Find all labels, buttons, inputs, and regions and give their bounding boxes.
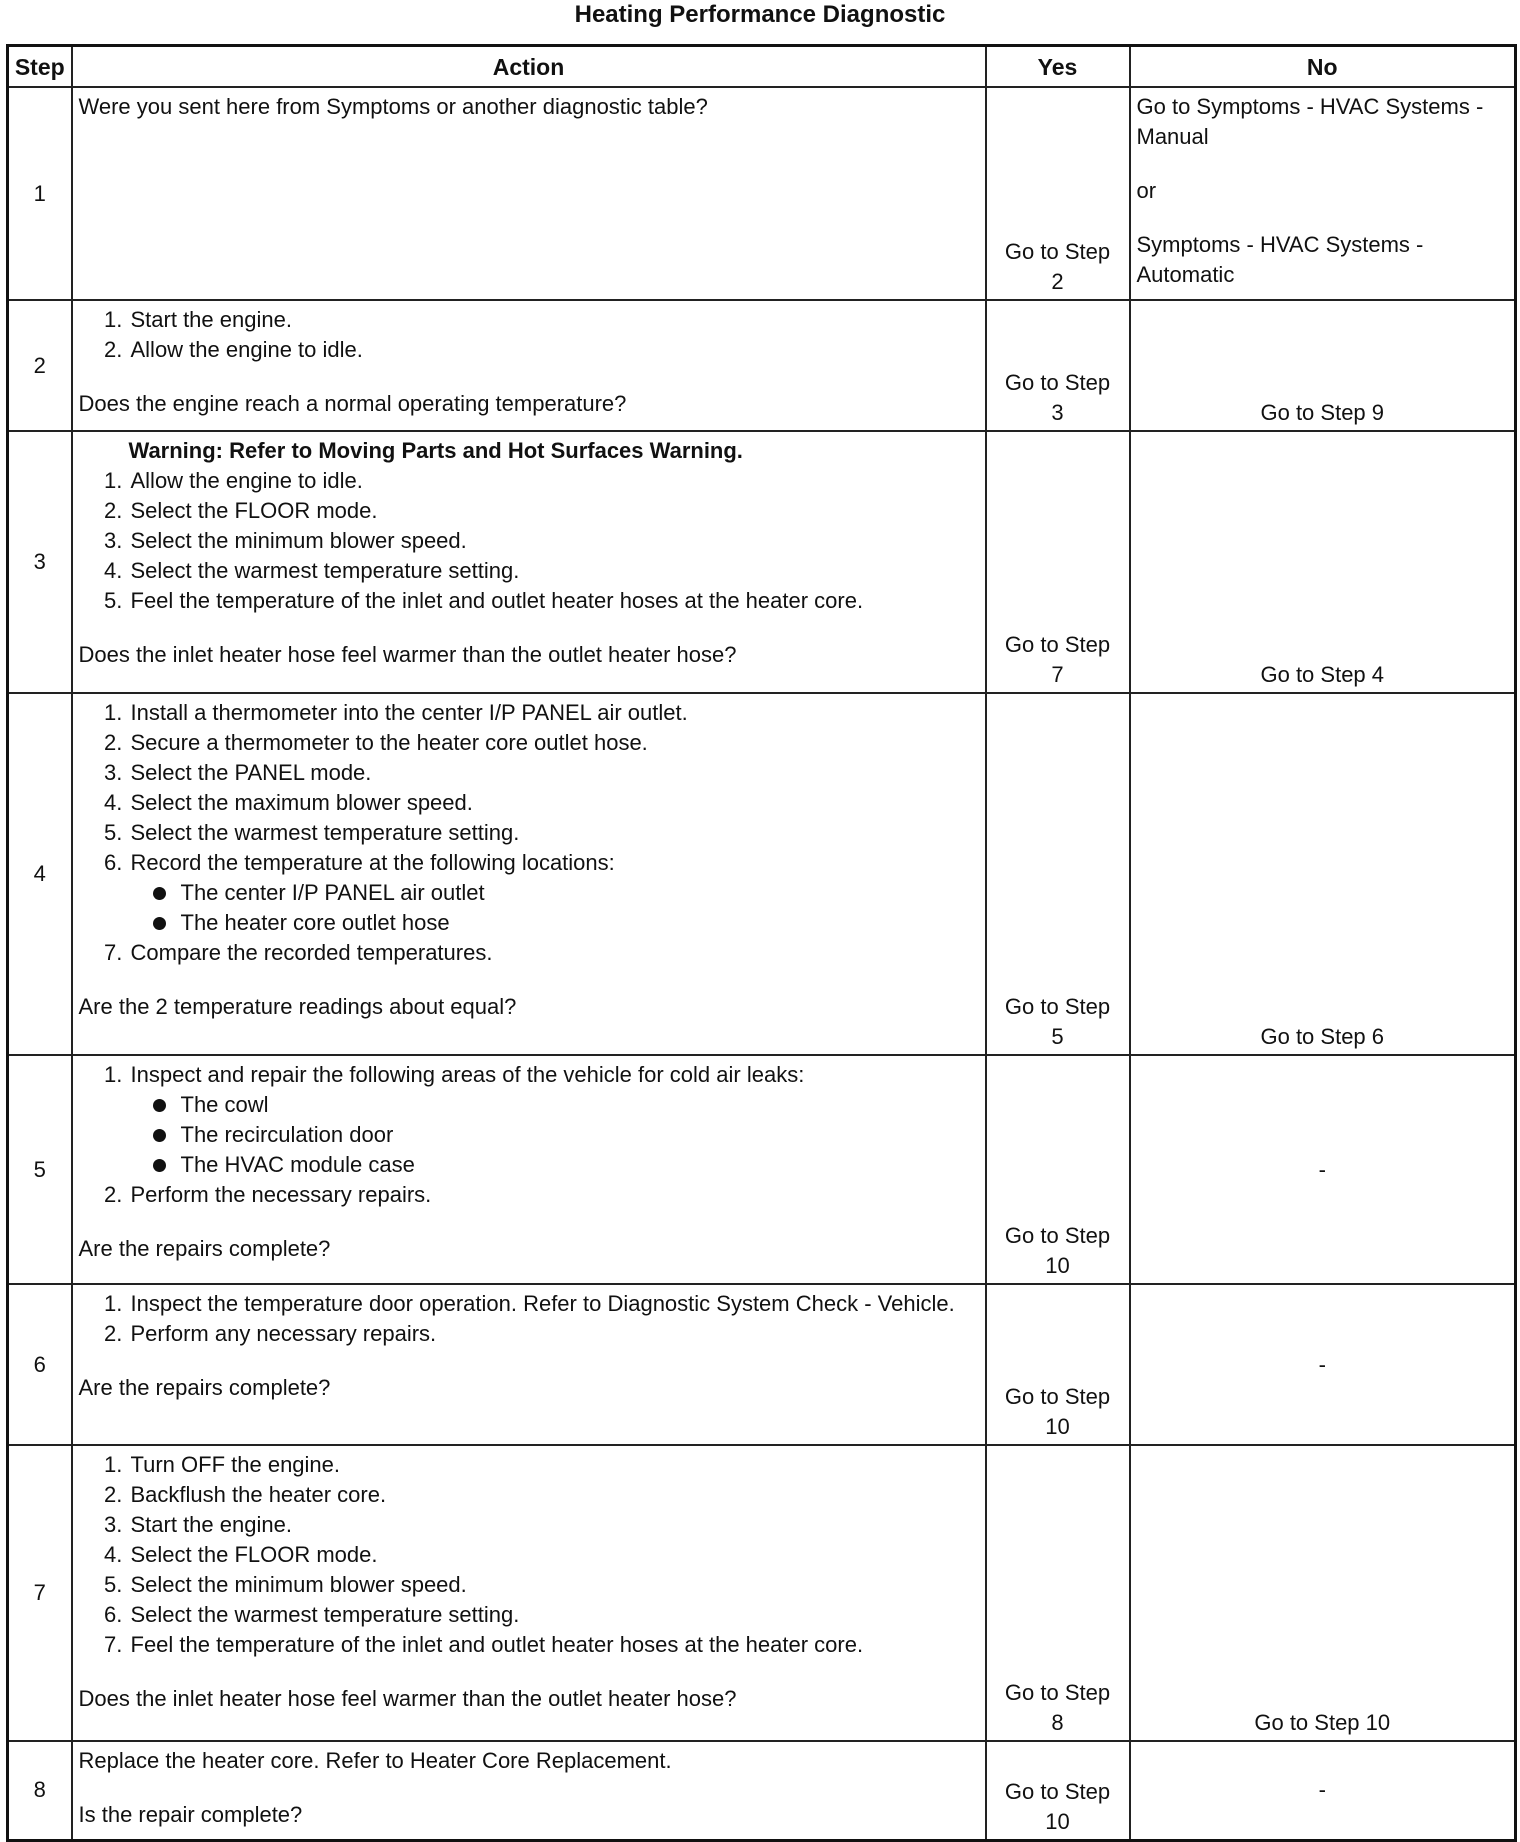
list-item: 1. Inspect the temperature door operation. Refer to Diagnostic System Check - Vehicle. — [129, 1289, 975, 1319]
bullet-list — [131, 1090, 975, 1180]
yes-cell — [986, 87, 1130, 300]
yes-result: Go to Step 7 — [1004, 632, 1111, 687]
list-item: 7. Feel the temperature of the inlet and outlet heater hoses at the heater core. — [129, 1630, 975, 1660]
action-cell — [72, 1055, 986, 1284]
no-result: Go to Step 6 — [1260, 1024, 1385, 1049]
list-item: 2. Perform the necessary repairs. — [129, 1180, 975, 1210]
list-item: 5. Feel the temperature of the inlet and outlet heater hoses at the heater core. — [129, 586, 975, 616]
no-cell — [1130, 1445, 1516, 1741]
yes-cell — [986, 300, 1130, 431]
no-result: - — [1318, 1156, 1326, 1182]
table-row — [8, 1445, 1516, 1741]
bullet-item: The recirculation door — [167, 1120, 975, 1150]
no-result-line: Symptoms - HVAC Systems - Automatic — [1136, 232, 1424, 287]
list-item: 1. Turn OFF the engine. — [129, 1450, 975, 1480]
list-item: 3. Select the PANEL mode. — [129, 758, 975, 788]
action-question: Are the repairs complete? — [78, 1236, 331, 1261]
list-item: 1. Install a thermometer into the center I/P PANEL air outlet. — [129, 698, 975, 728]
bullet-list — [131, 878, 975, 938]
yes-cell — [986, 1445, 1130, 1741]
yes-result: Go to Step 10 — [1004, 1223, 1111, 1278]
header-action: Action — [72, 46, 986, 88]
action-cell — [72, 300, 986, 431]
list-item: 1. Start the engine. — [129, 305, 975, 335]
step-number: 3 — [8, 431, 72, 693]
yes-cell — [986, 431, 1130, 693]
step-number: 4 — [8, 693, 72, 1055]
no-result: Go to Step 9 — [1260, 400, 1385, 425]
step-number: 8 — [8, 1741, 72, 1840]
diagnostic-table — [6, 44, 1517, 1842]
no-cell — [1130, 1055, 1516, 1284]
no-result-line: Go to Symptoms - HVAC Systems - Manual — [1136, 94, 1484, 149]
no-cell — [1130, 1741, 1516, 1840]
list-item: 2. Secure a thermometer to the heater core outlet hose. — [129, 728, 975, 758]
action-question: Are the 2 temperature readings about equal? — [78, 994, 517, 1019]
yes-cell — [986, 1741, 1130, 1840]
no-cell — [1130, 300, 1516, 431]
step-number: 7 — [8, 1445, 72, 1741]
no-result: - — [1318, 1777, 1326, 1803]
step-list — [79, 466, 975, 616]
action-question: Are the repairs complete? — [78, 1375, 331, 1400]
action-cell — [72, 87, 986, 300]
no-cell — [1130, 693, 1516, 1055]
table-row — [8, 693, 1516, 1055]
list-item-text: Inspect and repair the following areas of the vehicle for cold air leaks: — [130, 1062, 805, 1087]
list-item: 4. Select the FLOOR mode. — [129, 1540, 975, 1570]
step-number: 6 — [8, 1284, 72, 1445]
yes-result: Go to Step 8 — [1004, 1680, 1111, 1735]
action-question: Does the inlet heater hose feel warmer than the outlet heater hose? — [78, 1686, 737, 1711]
list-item: 7. Compare the recorded temperatures. — [129, 938, 975, 968]
list-item: 4. Select the warmest temperature setting. — [129, 556, 975, 586]
list-item: 1. Allow the engine to idle. — [129, 466, 975, 496]
yes-cell — [986, 1055, 1130, 1284]
list-item: 2. Select the FLOOR mode. — [129, 496, 975, 526]
table-row — [8, 300, 1516, 431]
bullet-item: The heater core outlet hose — [167, 908, 975, 938]
no-cell — [1130, 87, 1516, 300]
bullet-item: The cowl — [167, 1090, 975, 1120]
step-list — [79, 1289, 975, 1349]
action-cell — [72, 1445, 986, 1741]
action-question: Does the engine reach a normal operating temperature? — [78, 391, 627, 416]
table-row — [8, 1055, 1516, 1284]
no-result: Go to Step 4 — [1260, 662, 1385, 687]
list-item: 5. Select the minimum blower speed. — [129, 1570, 975, 1600]
warning-text: Warning: Refer to Moving Parts and Hot Surfaces Warning. — [128, 438, 743, 463]
action-cell — [72, 1284, 986, 1445]
header-step: Step — [8, 46, 72, 88]
table-row — [8, 1741, 1516, 1840]
list-item: 2. Backflush the heater core. — [129, 1480, 975, 1510]
action-cell — [72, 1741, 986, 1840]
bullet-item: The center I/P PANEL air outlet — [167, 878, 975, 908]
step-list — [79, 1060, 975, 1210]
step-number: 5 — [8, 1055, 72, 1284]
yes-result: Go to Step 5 — [1004, 994, 1111, 1049]
page-title: Heating Performance Diagnostic — [574, 1, 946, 28]
step-list — [79, 305, 975, 365]
no-cell — [1130, 1284, 1516, 1445]
yes-result: Go to Step 3 — [1004, 370, 1111, 425]
list-item: 2. Allow the engine to idle. — [129, 335, 975, 365]
no-result: Go to Step 10 — [1254, 1710, 1391, 1735]
step-number: 1 — [8, 87, 72, 300]
action-question: Is the repair complete? — [78, 1802, 303, 1827]
action-question: Does the inlet heater hose feel warmer than the outlet heater hose? — [78, 642, 737, 667]
no-result: - — [1318, 1351, 1326, 1377]
header-yes: Yes — [986, 46, 1130, 88]
no-result-line: or — [1136, 178, 1157, 203]
yes-result: Go to Step 10 — [1004, 1778, 1111, 1834]
list-item: 3. Select the minimum blower speed. — [129, 526, 975, 556]
yes-result: Go to Step 10 — [1004, 1384, 1111, 1439]
table-row — [8, 431, 1516, 693]
bullet-item: The HVAC module case — [167, 1150, 975, 1180]
table-row — [8, 1284, 1516, 1445]
table-row — [8, 87, 1516, 300]
no-cell — [1130, 431, 1516, 693]
list-item: 3. Start the engine. — [129, 1510, 975, 1540]
list-item-text: Record the temperature at the following locations: — [130, 850, 615, 875]
step-list — [79, 698, 975, 968]
action-cell — [72, 693, 986, 1055]
step-number: 2 — [8, 300, 72, 431]
list-item — [129, 1060, 975, 1180]
list-item: 5. Select the warmest temperature setting. — [129, 818, 975, 848]
yes-cell — [986, 693, 1130, 1055]
header-no: No — [1130, 46, 1516, 88]
list-item — [129, 848, 975, 938]
step-list — [79, 1450, 975, 1660]
action-text: Replace the heater core. Refer to Heater Core Replacement. — [78, 1748, 672, 1773]
table-header-row — [8, 46, 1516, 88]
action-question: Were you sent here from Symptoms or another diagnostic table? — [78, 94, 708, 119]
yes-cell — [986, 1284, 1130, 1445]
list-item: 4. Select the maximum blower speed. — [129, 788, 975, 818]
yes-result: Go to Step 2 — [1004, 239, 1111, 294]
list-item: 2. Perform any necessary repairs. — [129, 1319, 975, 1349]
list-item: 6. Select the warmest temperature setting. — [129, 1600, 975, 1630]
action-cell — [72, 431, 986, 693]
